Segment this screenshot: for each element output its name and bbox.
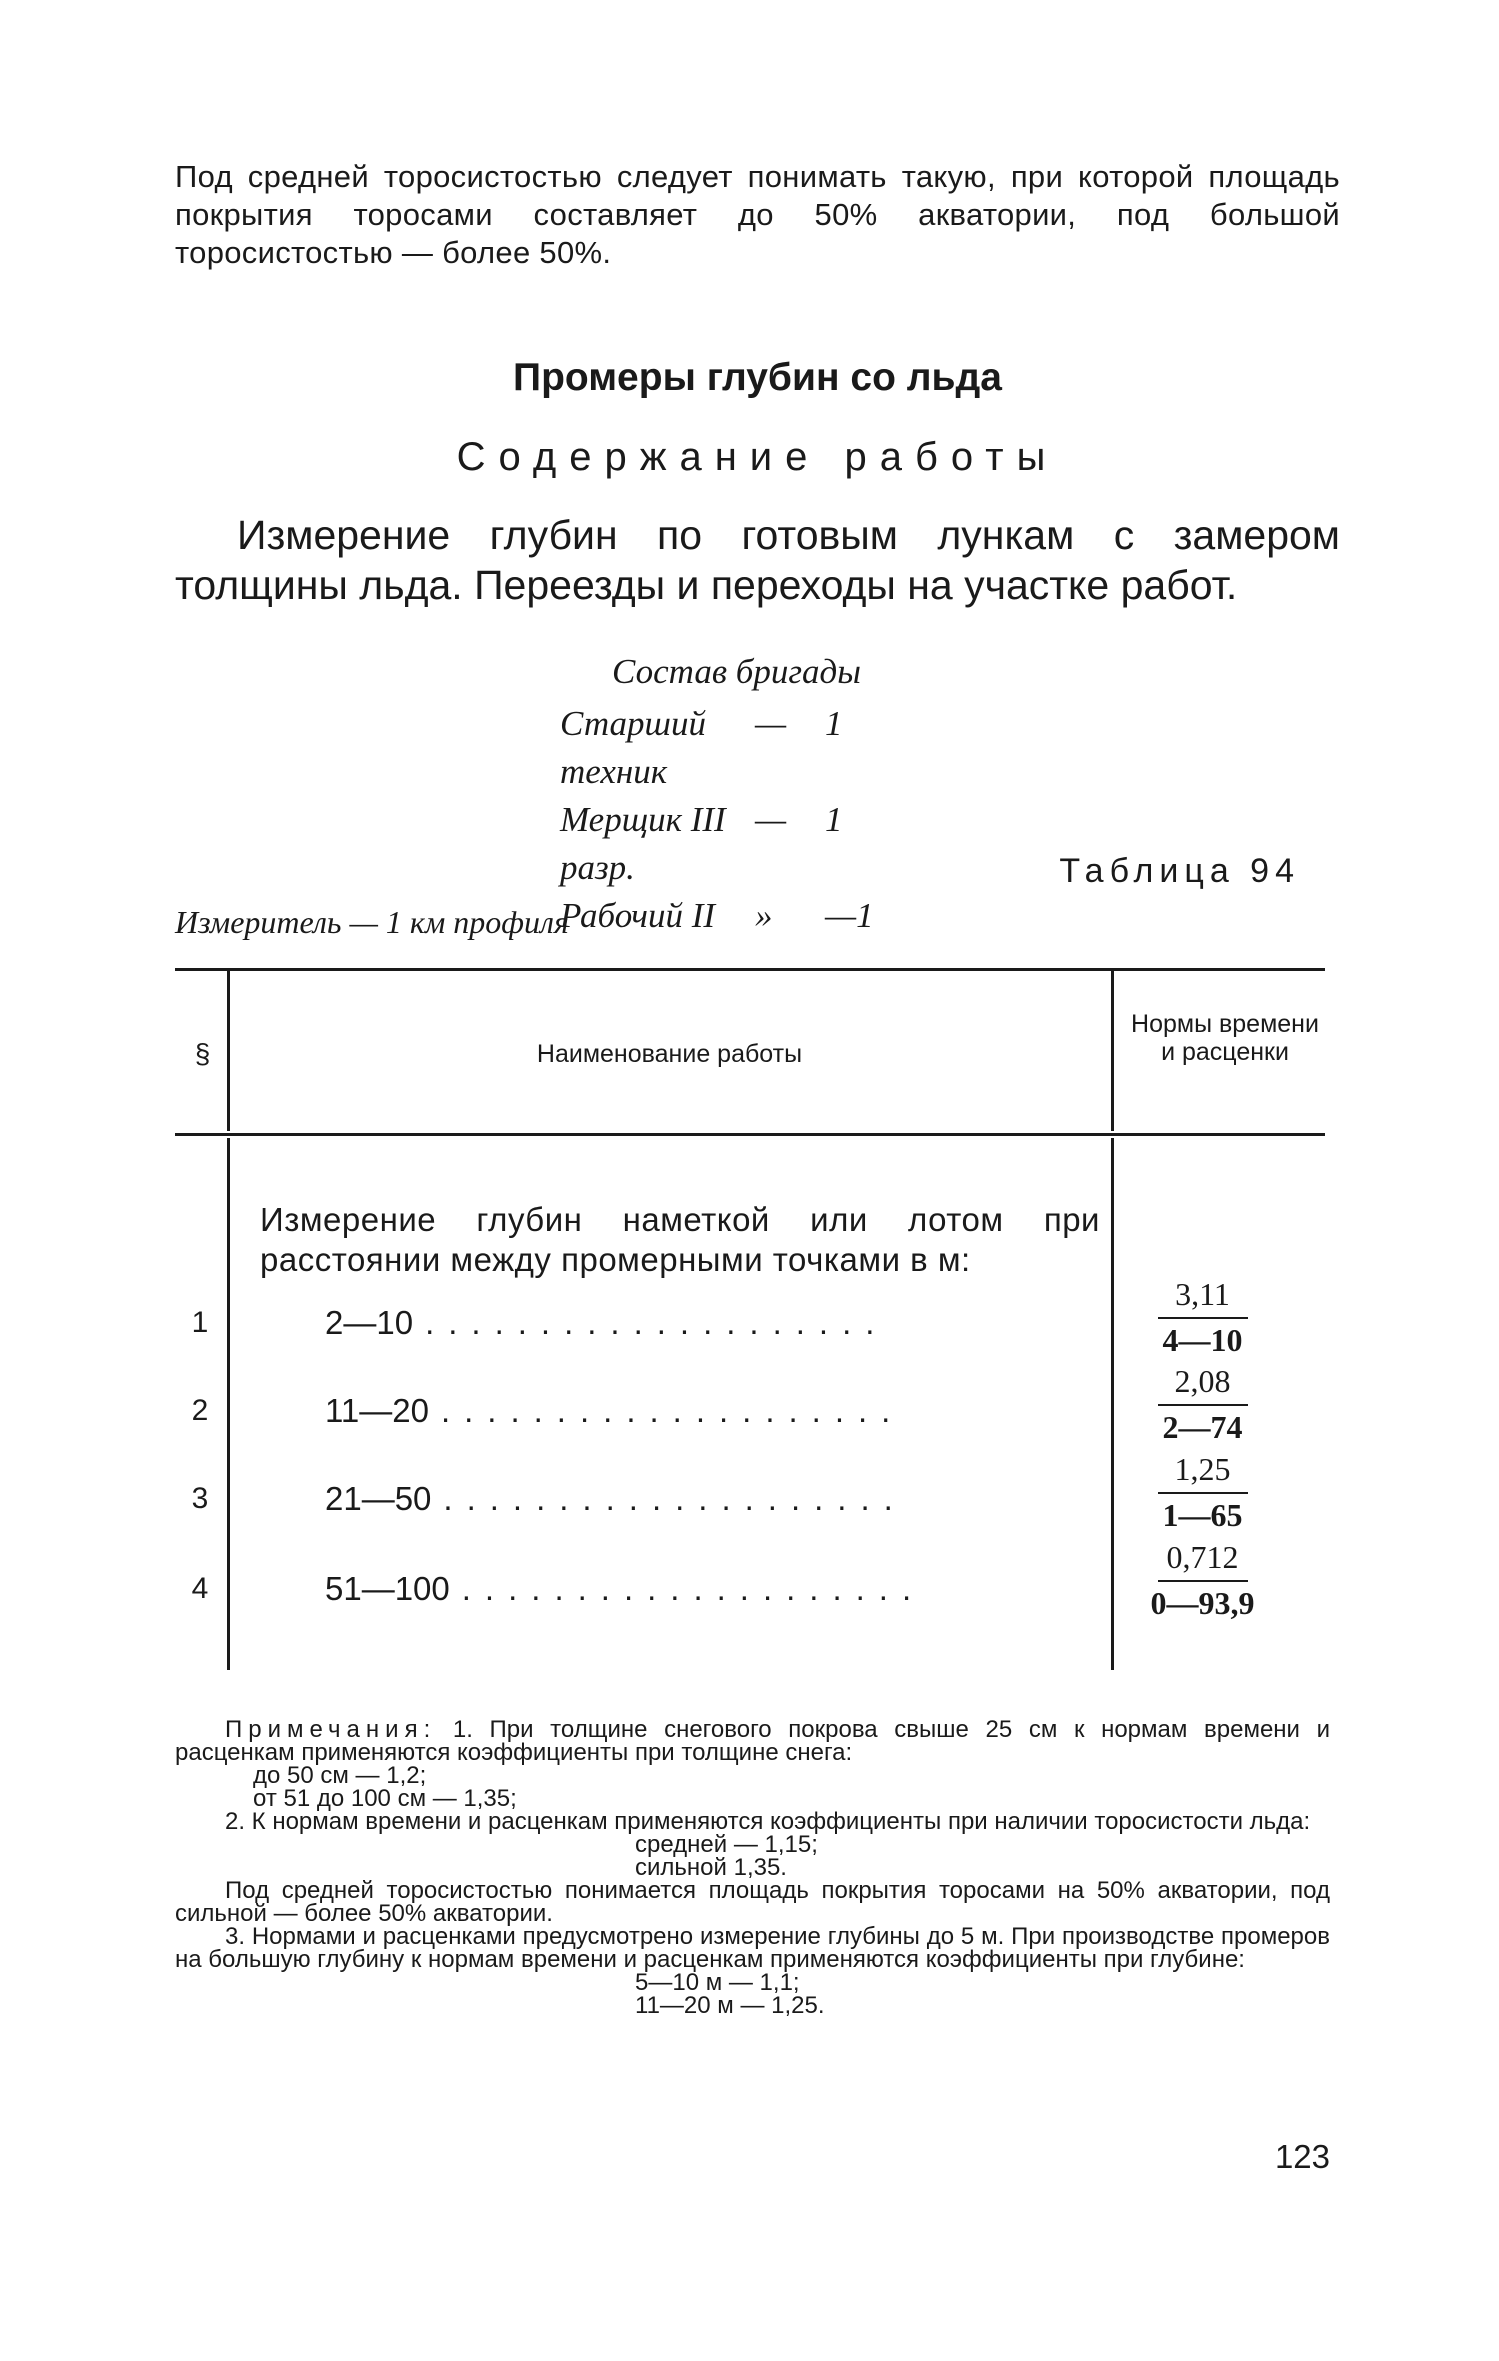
norm-time: 1,25	[1174, 1451, 1231, 1487]
note-3-coef-b: 11—20 м — 1,25.	[635, 1992, 825, 2019]
range-value: 11—20	[325, 1392, 429, 1429]
header-section: §	[194, 1038, 211, 1069]
note-2-text: Под средней торосистостью понимается площадь покрытия торосами на 50% акватории, под сильной — более 50% акватории.	[175, 1877, 1330, 1927]
crew-role: Мерщик III разр.	[560, 800, 726, 887]
header-norms: Нормы времени и расценки	[1131, 1010, 1319, 1066]
section-heading: Промеры глубин со льда	[513, 356, 1002, 399]
crew-separator: »	[755, 896, 773, 935]
note-1-coef-b: от 51 до 100 см — 1,35;	[253, 1785, 517, 1812]
page-number: 123	[1274, 2138, 1330, 2175]
measure-unit: Измеритель — 1 км профиля	[175, 904, 569, 940]
norm-time: 2,08	[1174, 1363, 1231, 1399]
row-range: 2—10 ....................	[325, 1304, 889, 1341]
norm-time: 3,11	[1175, 1276, 1230, 1312]
row-range: 21—50 ....................	[325, 1480, 907, 1517]
note-2: 2. К нормам времени и расценкам применяются коэффициенты при наличии торосистости льда:	[225, 1808, 1311, 1835]
crew-count: —1	[825, 896, 874, 935]
row-number: 2	[191, 1394, 209, 1427]
norm-rate: 4—10	[1162, 1322, 1243, 1358]
note-1-coef-a: до 50 см — 1,2;	[253, 1762, 427, 1789]
table-top-rule	[175, 968, 1325, 971]
note-2-coef-a: средней — 1,15;	[635, 1831, 818, 1858]
row-range: 51—100 ....................	[325, 1570, 926, 1607]
work-content-paragraph: Измерение глубин по готовым лункам с замером толщины льда. Переезды и переходы на участке работ.	[175, 512, 1340, 608]
row-range: 11—20 ....................	[325, 1392, 905, 1429]
table-number: Таблица 94	[1059, 852, 1300, 890]
norm-fraction	[1135, 1538, 1270, 1622]
note-2-coef-b: сильной 1,35.	[635, 1854, 787, 1881]
crew-count: 1	[825, 800, 843, 839]
crew-block	[560, 648, 980, 940]
header-work-name: Наименование работы	[536, 1040, 803, 1068]
row-number: 4	[191, 1572, 209, 1605]
table-divider	[227, 970, 230, 1131]
range-value: 51—100	[325, 1570, 450, 1607]
notes-block	[175, 1718, 1330, 2017]
note-1: 1. При толщине снегового покрова свыше 25 см к нормам времени и расценкам применяются коэффициенты при толщине снега:	[175, 1716, 1330, 1766]
norm-fraction	[1135, 1362, 1270, 1446]
crew-title: Состав бригады	[612, 652, 861, 691]
crew-separator: —	[755, 800, 787, 839]
norm-fraction	[1135, 1275, 1270, 1359]
crew-separator: —	[755, 704, 787, 743]
notes-label: Примечания:	[225, 1716, 437, 1743]
range-value: 21—50	[325, 1480, 432, 1517]
crew-count: 1	[825, 704, 843, 743]
norm-fraction	[1135, 1450, 1270, 1534]
table-header-rule	[175, 1133, 1325, 1136]
crew-role: Старший техник	[560, 704, 706, 791]
crew-role: Рабочий II	[560, 896, 716, 935]
note-3: 3. Нормами и расценками предусмотрено измерение глубины до 5 м. При производстве промеров на большую глубину к нормам времени и расценкам применяются коэффициенты при глубине:	[175, 1923, 1330, 1973]
row-number: 1	[191, 1306, 209, 1339]
norm-rate: 1—65	[1162, 1497, 1243, 1533]
section-subheading: Содержание работы	[456, 435, 1059, 479]
crew-member	[560, 796, 980, 892]
note-3-coef-a: 5—10 м — 1,1;	[635, 1969, 800, 1996]
table-divider	[1111, 970, 1114, 1131]
range-value: 2—10	[325, 1304, 414, 1341]
intro-paragraph: Под средней торосистостью следует понимать такую, при которой площадь покрытия торосами составляет до 50% акватории, под большой торосистостью — более 50%.	[175, 159, 1340, 270]
norm-rate: 0—93,9	[1150, 1585, 1255, 1621]
work-group-title: Измерение глубин наметкой или лотом при расстоянии между промерными точками в м:	[260, 1201, 1100, 1278]
norm-rate: 2—74	[1162, 1409, 1243, 1445]
row-number: 3	[191, 1482, 209, 1515]
table-divider	[227, 1138, 230, 1670]
crew-member	[560, 700, 980, 796]
norm-time: 0,712	[1166, 1539, 1239, 1575]
